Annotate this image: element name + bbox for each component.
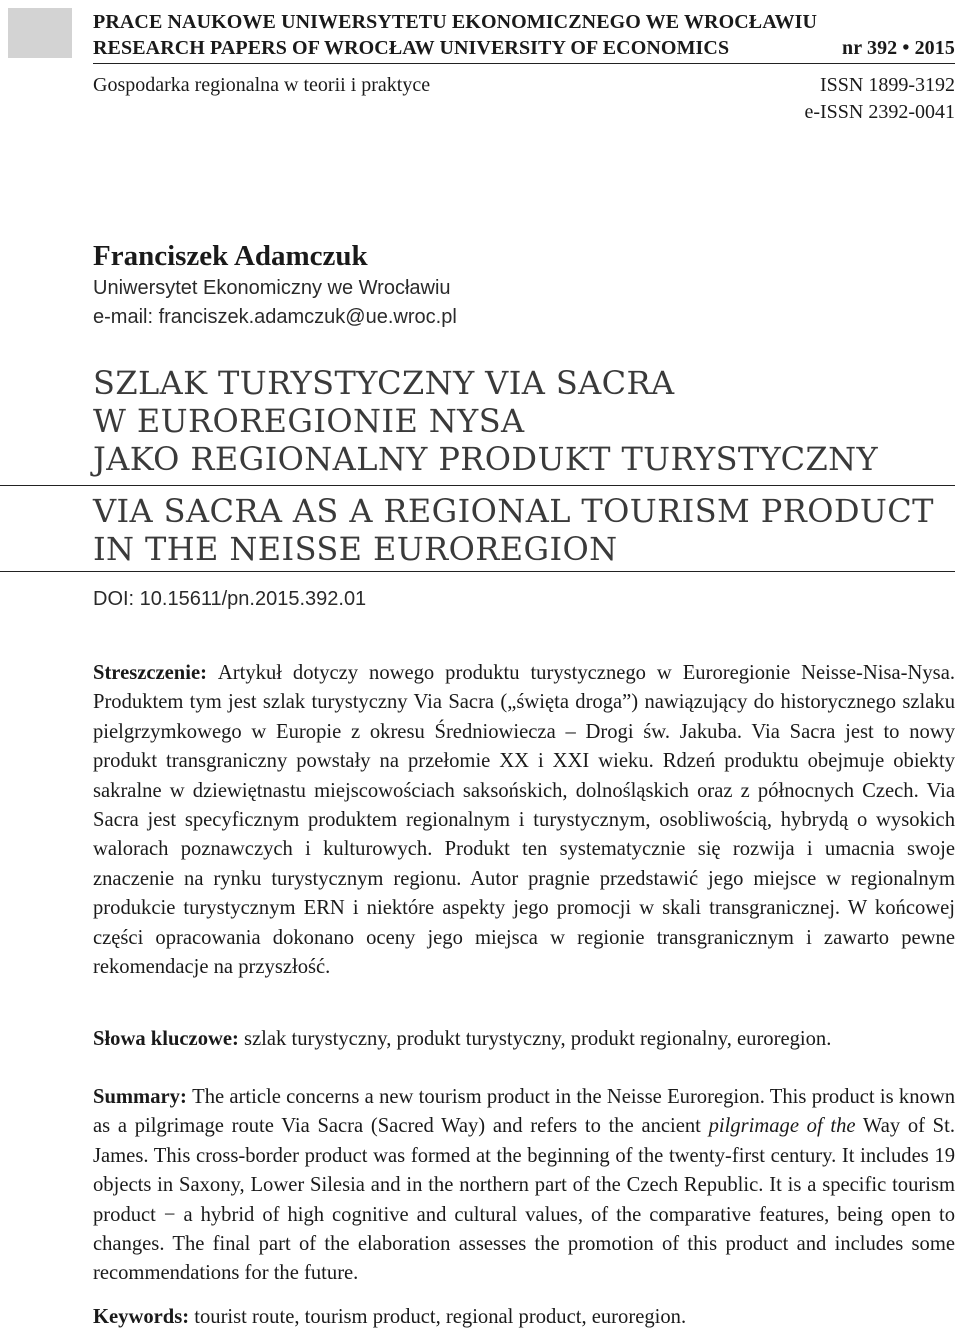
author-affiliation: Uniwersytet Ekonomiczny we Wrocławiu	[93, 277, 451, 299]
summary-text-b: Way of St. James. This cross-border product was formed at the beginning of the twenty-first century. It includes 19 objects in Saxony, Lower Silesia and in the northern part of the Czech Republic. It is a specific tourism product − a hybrid of high cognitive and cultural values, of the comparative features, being open to changes. The final part of the elaboration assesses the promotion of this product and includes some recommendations for the future.	[93, 1115, 956, 1285]
issn: ISSN 1899-3192	[819, 74, 955, 96]
keywords-english-label: Keywords:	[93, 1306, 195, 1328]
title-english	[93, 492, 955, 568]
title-rule-bottom	[0, 571, 955, 572]
keywords-polish-text: szlak turystyczny, produkt turystyczny, produkt regionalny, euroregion.	[244, 1028, 832, 1050]
summary-label: Summary:	[93, 1086, 193, 1108]
issue-number: nr 392 • 2015	[842, 37, 955, 59]
header-gray-box	[8, 8, 72, 58]
masthead	[93, 9, 955, 61]
author-name: Franciszek Adamczuk	[93, 240, 368, 272]
title-english-line: IN THE NEISSE EUROREGION	[93, 530, 618, 568]
abstract-polish	[93, 659, 955, 982]
summary-italic: pilgrimage of the	[708, 1115, 856, 1138]
summary-english	[93, 1083, 955, 1289]
title-polish-line: W EUROREGIONIE NYSA	[93, 402, 525, 440]
summary-text-a: The article concerns a new tourism product in the Neisse Euroregion. This product is known as a pilgrimage route Via Sacra (Sacred Way) and refers to the ancient	[93, 1086, 955, 1138]
journal-series: Gospodarka regionalna w teorii i praktyce	[93, 74, 431, 96]
keywords-english-text: tourist route, tourism product, regional product, euroregion.	[194, 1306, 687, 1328]
eissn: e-ISSN 2392-0041	[804, 101, 955, 123]
masthead-english: RESEARCH PAPERS OF WROCŁAW UNIVERSITY OF ECONOMICS	[93, 37, 730, 59]
title-rule-top	[0, 485, 955, 486]
masthead-polish: PRACE NAUKOWE UNIWERSYTETU EKONOMICZNEGO WE WROCŁAWIU	[93, 11, 818, 33]
author-block	[93, 238, 953, 332]
title-english-line: VIA SACRA AS A REGIONAL TOURISM PRODUCT	[93, 492, 934, 530]
journal-row	[93, 72, 955, 126]
keywords-polish-label: Słowa kluczowe:	[93, 1028, 245, 1050]
author-email: e-mail: franciszek.adamczuk@ue.wroc.pl	[93, 306, 457, 328]
keywords-polish	[93, 1025, 955, 1054]
masthead-english-row	[93, 35, 955, 61]
issn-block	[804, 72, 955, 126]
abstract-text: Artykuł dotyczy nowego produktu turystycznego w Euroregionie Neisse-Nisa-Nysa. Produktem tym jest szlak turystyczny Via Sacra („święta droga”) nawiązujący do historycznego szlaku pielgrzymkowego w Europie z okresu Średniowiecza – Drogi św. Jakuba. Via Sacra jest to nowy produkt transgraniczny powstały na przełomie XX i XXI wieku. Rdzeń produktu obejmuje obiekty sakralne w dziewiętnastu miejscowościach saksońskich, dolnośląskich oraz z północnych Czech. Via Sacra jest specyficznym produktem regionalnym i turystycznym, osobliwością, hybrydą o wysokich walorach poznawczych i kulturowych. Produkt ten systematycznie się rozwija i umacnia swoje znaczenie na rynku turystycznym regionu. Autor pragnie przedstawić jego miejsce w regionalnym produkcie turystycznym ERN i niektóre aspekty jego promocji w skali transgranicznej. W końcowej części opracowania dokonano oceny jego miejsca w regionie transgranicznym i zawarto pewne rekomendacje na przyszłość.	[93, 662, 955, 979]
title-polish-line: SZLAK TURYSTYCZNY VIA SACRA	[93, 364, 675, 402]
title-polish-line: JAKO REGIONALNY PRODUKT TURYSTYCZNY	[93, 440, 879, 478]
keywords-english	[93, 1303, 955, 1332]
doi: DOI: 10.15611/pn.2015.392.01	[93, 588, 367, 610]
title-polish	[93, 364, 955, 478]
abstract-label: Streszczenie:	[93, 662, 218, 684]
masthead-rule	[93, 63, 955, 64]
